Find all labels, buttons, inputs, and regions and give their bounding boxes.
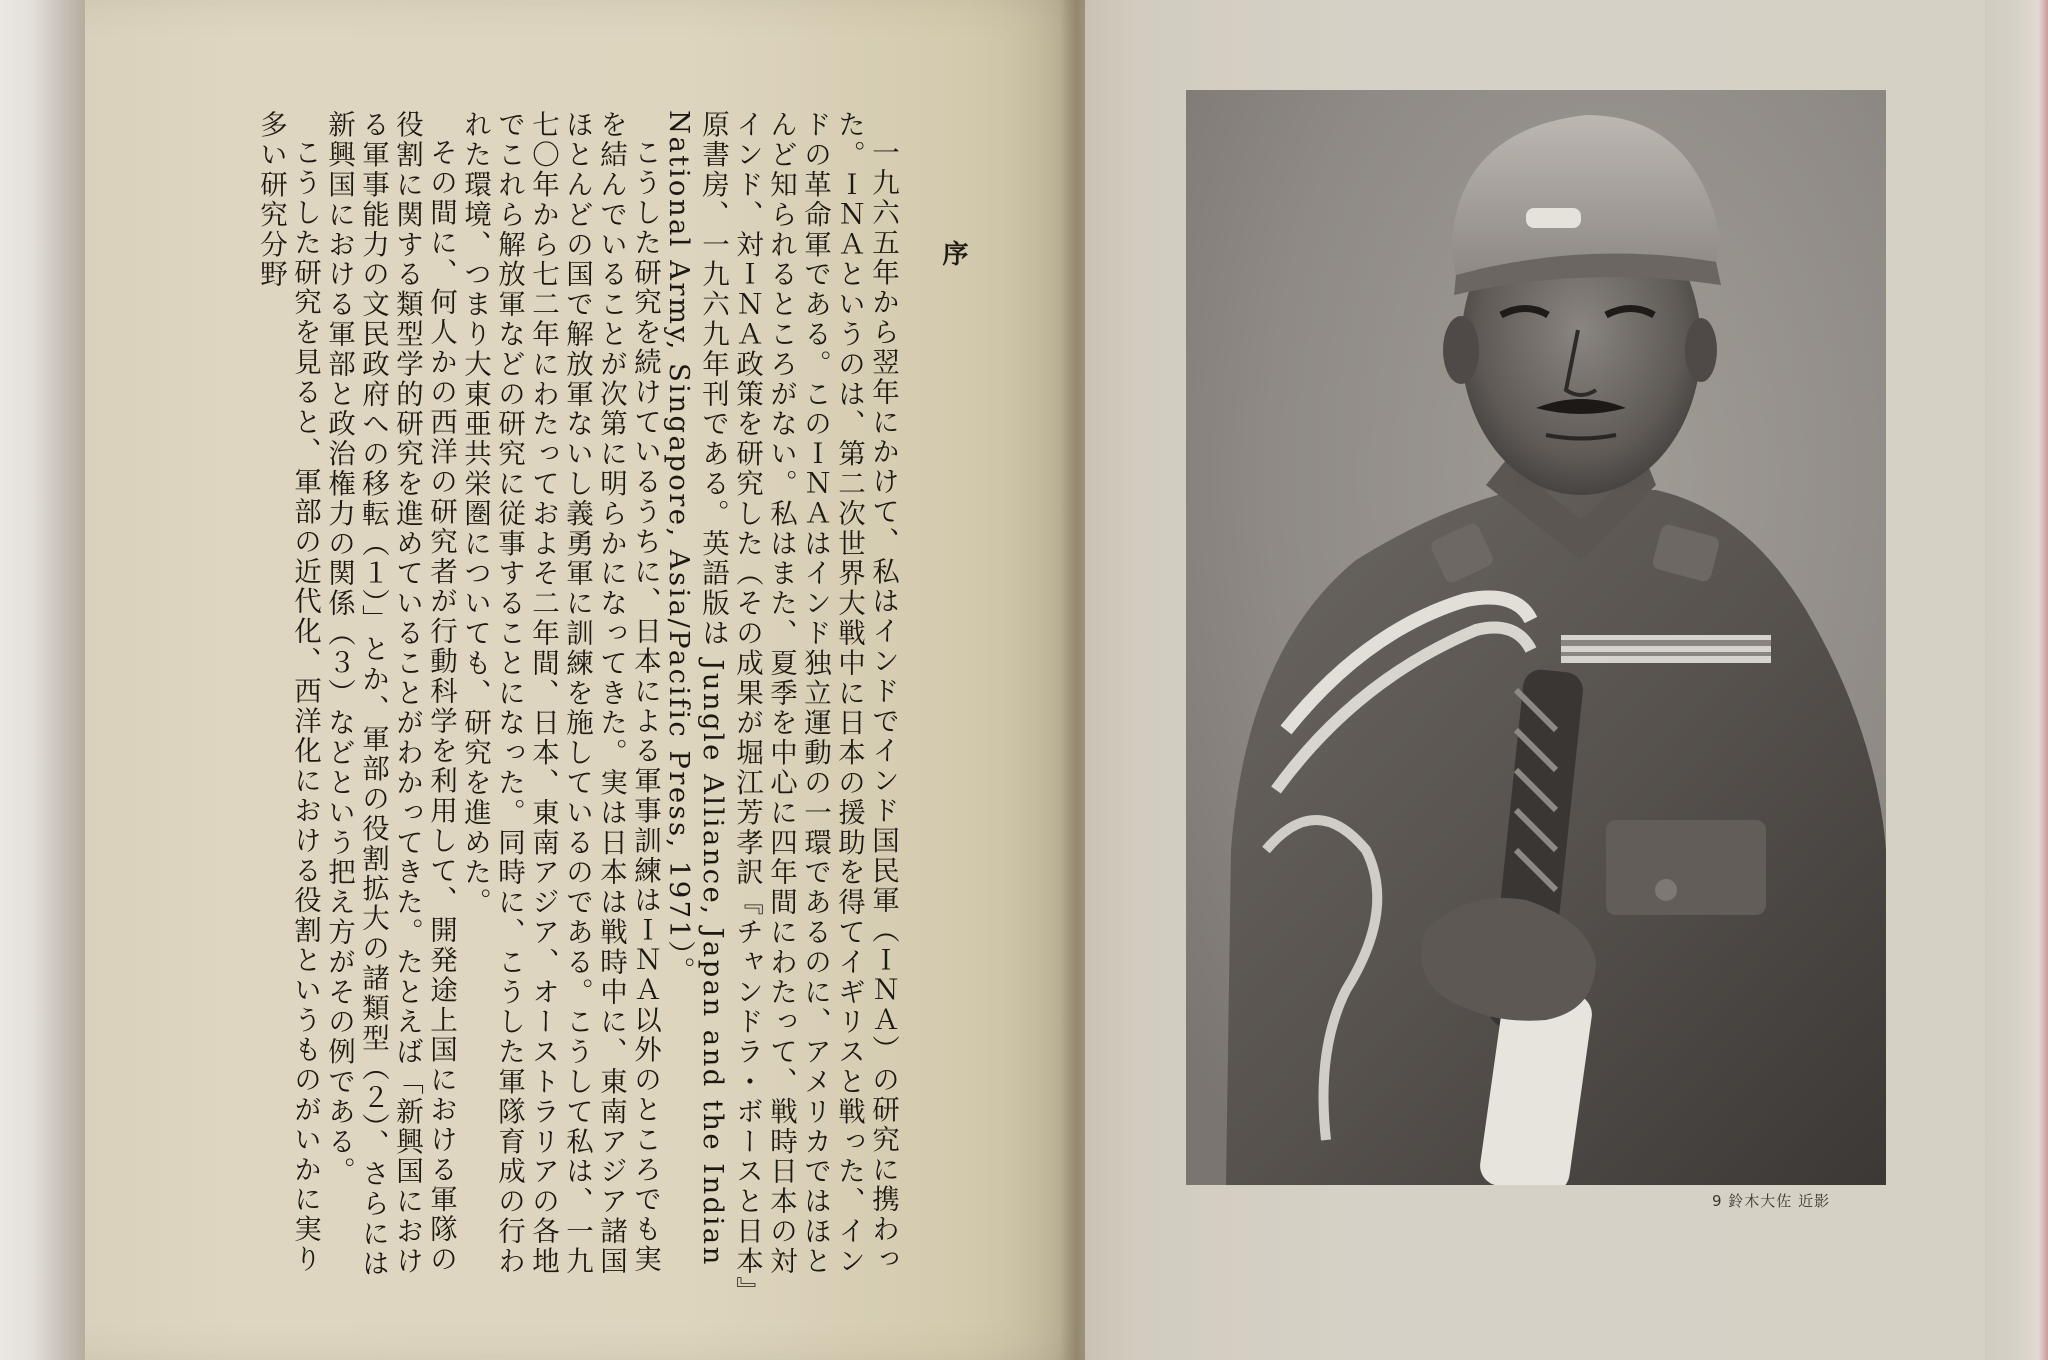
- portrait-illustration: [1186, 90, 1886, 1185]
- preface-paragraph: 一九六五年から翌年にかけて、私はインドでインド国民軍（ＩＮＡ）の研究に携わった。ＩＮＡというのは、第二次世界大戦中に日本の援助を得てイギリスと戦った、インドの革命軍である。このＩＮＡはインド独立運動の一環であるのに、アメリカではほとんど知られるところがない。私はまた、夏季を中心に四年間にわたって、戦時日本の対インド、対ＩＮＡ政策を研究した（その成果が堀江芳孝訳『チャンドラ・ボースと日本』原書房、一九六九年刊である。英語版は Jungle Alliance, Japan and the Indian National Army, Singapore, Asia/Pacific Press, 1971）。: [663, 110, 899, 1293]
- right-page-edge: [1985, 0, 2048, 1360]
- preface-paragraph: こうした研究を続けているうちに、日本による軍事訓練はＩＮＡ以外のところでも実を結んでいることが次第に明らかになってきた。実は日本は戦時中に、東南アジア諸国ほとんどの国で解放軍ないし義勇軍に訓練を施しているのである。こうして私は、一九七〇年から七二年にわたっておよそ二年間、日本、東南アジア、オーストラリアの各地でこれら解放軍などの研究に従事することになった。同時に、こうした軍隊育成の行われた環境、つまり大東亜共栄圏についても、研究を進めた。: [459, 110, 661, 1277]
- page-stack-edge: [0, 0, 85, 1360]
- preface-text: [250, 110, 900, 1300]
- preface-paragraph: その間に、何人かの西洋の研究者が行動科学を利用して、開発途上国における軍隊の役割に関する類型学的研究を進めていることがわかってきた。たとえば「新興国における軍事能力の文民政府への移転（１）」とか、軍部の役割拡大の諸類型（２）、さらには新興国における軍部と政治権力の関係（３）などという把え方がその例である。: [323, 110, 457, 1279]
- preface-heading: 序: [938, 240, 968, 270]
- preface-paragraph: こうした研究を見ると、軍部の近代化、西洋化における役割というものがいかに実り多い研究分野: [255, 110, 321, 1274]
- portrait-photo: [1186, 90, 1886, 1185]
- photo-caption: 9 鈴木大佐 近影: [1712, 1192, 1831, 1210]
